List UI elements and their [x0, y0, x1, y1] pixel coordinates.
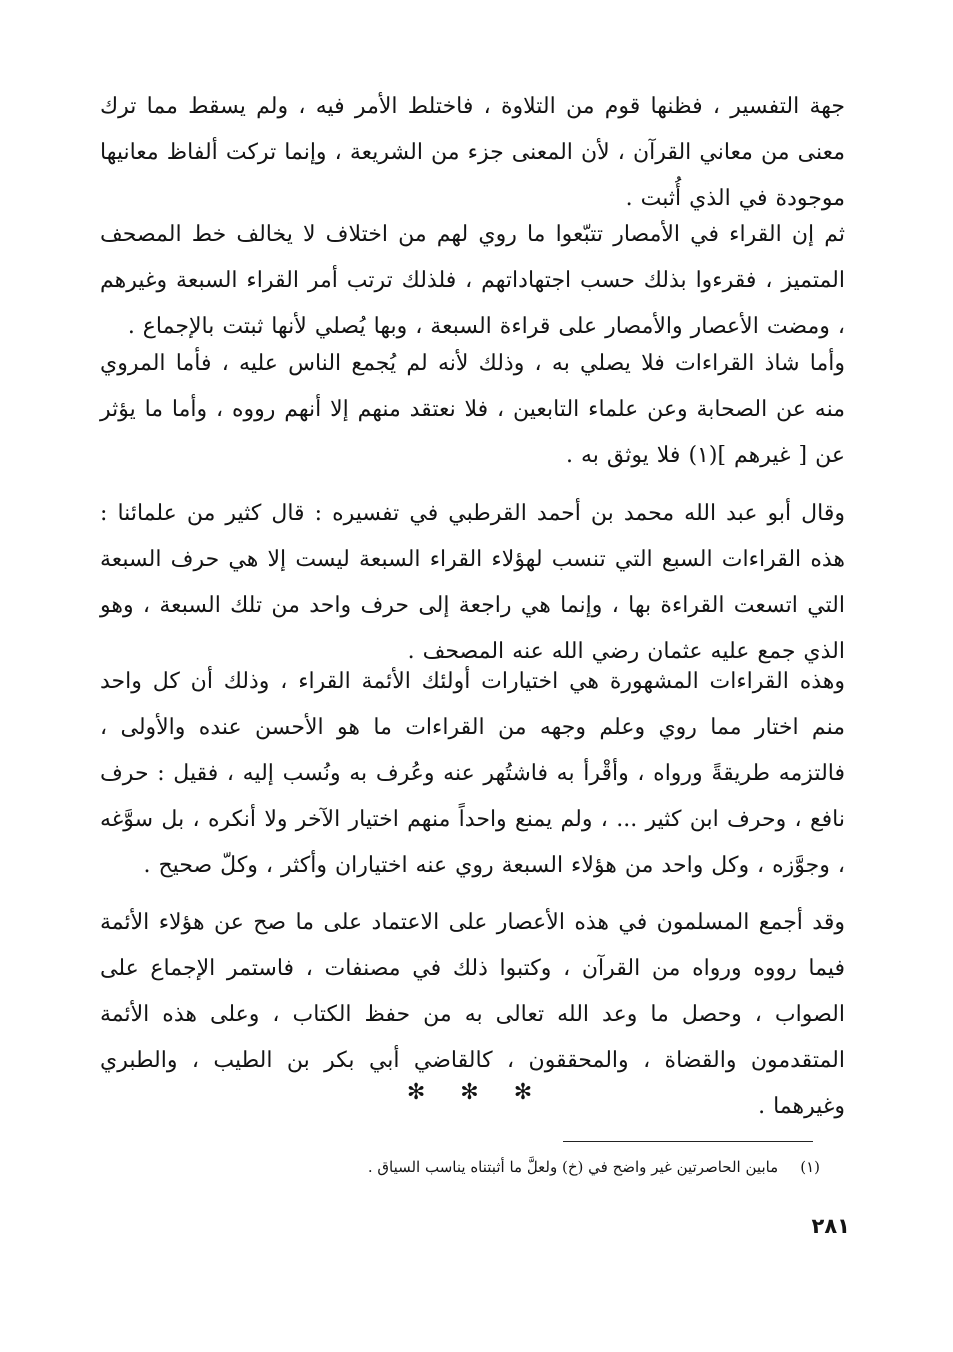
paragraph-text: وقال أبو عبد الله محمد بن أحمد القرطبي في تفسيره : قال كثير من علمائنا : هذه القراءات السبع التي تنسب لهؤلاء القراء السبعة ليست إلا هي حرف السبعة التي اتسعت القراءة بها ، وإنما هي راجعة إلى حرف واحد من تلك السبعة ، وهو الذي جمع عليه عثمان رضي الله عنه المصحف . — [100, 501, 845, 664]
paragraph-text: ثم إن القراء في الأمصار تتبّعوا ما روي لهم من اختلاف لا يخالف خط المصحف المتميز ، فقرءوا بذلك حسب اجتهاداتهم ، فلذلك ترتب أمر القراء السبعة وغيرهم ، ومضت الأعصار والأمصار على قراءة السبعة ، وبها يُصلي لأنها ثبتت بالإجماع . — [100, 222, 845, 339]
paragraph — [100, 659, 845, 889]
section-separator: ✻ ✻ ✻ — [406, 1080, 547, 1105]
paragraph-text: وأما شاذ القراءات فلا يصلي به ، وذلك لأنه لم يُجمع الناس عليه ، فأما المروي منه عن الصحابة وعن علماء التابعين ، فلا نعتقد منهم إلا أنهم رووه ، وأما ما يؤثر عن [ غيرهم ](١) فلا يوثق به . — [100, 351, 845, 468]
paragraph — [100, 341, 845, 479]
page-number: ٢٨١ — [811, 1214, 850, 1238]
paragraph — [100, 212, 845, 350]
footnote-number: (١) — [800, 1158, 820, 1176]
footnote-divider — [563, 1141, 813, 1142]
paragraph-text: وهذه القراءات المشهورة هي اختيارات أولئك الأئمة القراء ، وذلك أن كل واحد منم اختار مما روي وعلم وجهه من القراءات ما هو الأحسن عنده والأولى ، فالتزمه طريقةً ورواه ، وأقْرأ به فاشتُهر عنه وعُرف به ونُسب إليه ، فقيل : حرف نافع ، وحرف ابن كثير ... ، ولم يمنع واحداً منهم اختيار الآخر ولا أنكره ، بل سوَّغه ، وجوَّزه ، وكل واحد من هؤلاء السبعة روي عنه اختياران وأكثر ، وكلّ صحيح . — [100, 669, 845, 878]
paragraph-text: جهة التفسير ، فظنها قوم من التلاوة ، فاختلط الأمر فيه ، ولم يسقط مما ترك معنى من معاني القرآن ، لأن المعنى جزء من الشريعة ، وإنما تركت ألفاظ معانيها موجودة في الذي أُثبت . — [100, 94, 845, 211]
footnote — [200, 1154, 820, 1180]
paragraph — [100, 491, 845, 675]
footnote-text: مابين الحاصرتين غير واضح في (خ) ولعلَّ ما أثبتناه يناسب السياق . — [367, 1158, 779, 1176]
paragraph — [100, 84, 845, 222]
paragraph-text: وقد أجمع المسلمون في هذه الأعصار على الاعتماد على ما صح عن هؤلاء الأئمة فيما رووه ورواه من القرآن ، وكتبوا ذلك في مصنفات ، فاستمر الإجماع على الصواب ، وحصل ما وعد الله تعالى به من حفظ الكتاب ، وعلى هذه الأئمة المتقدمون والقضاة ، والمحققون ، كالقاضي أبي بكر بن الطيب ، والطبري وغيرهما . — [100, 910, 845, 1119]
